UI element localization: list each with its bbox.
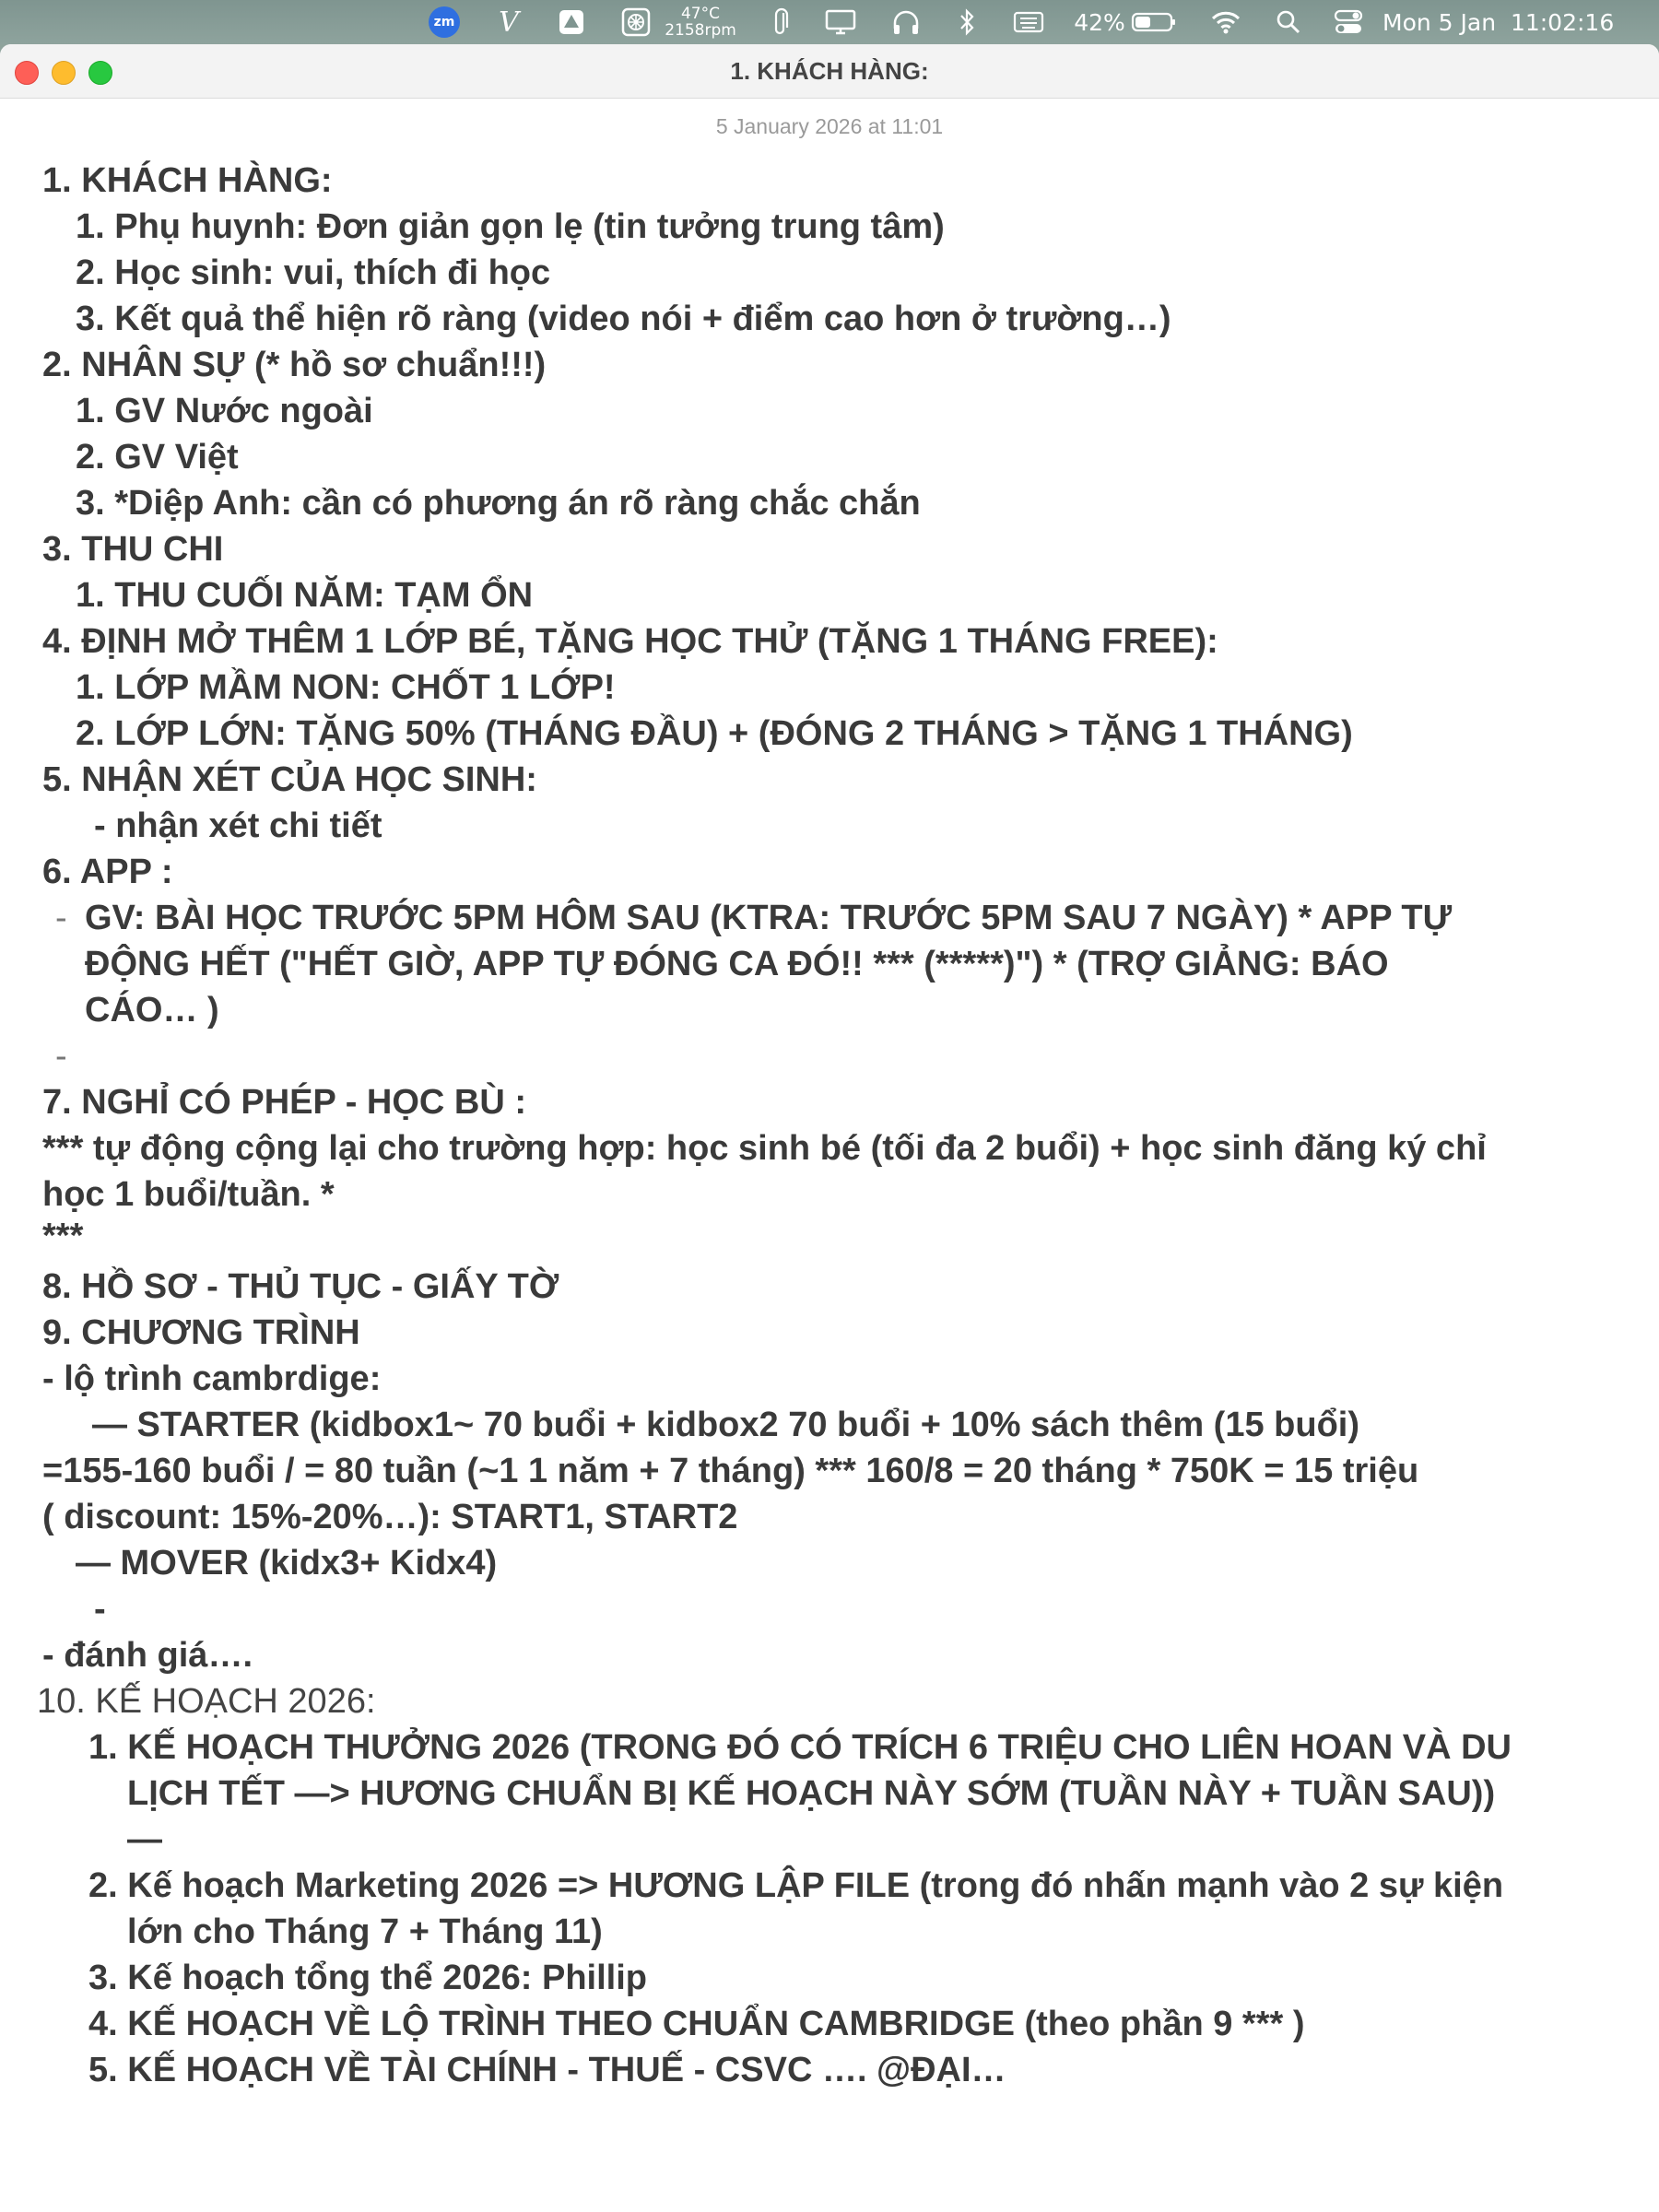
note-line: 7. NGHỈ CÓ PHÉP - HỌC BÙ : [42, 1083, 527, 1122]
note-line: - [94, 1590, 106, 1629]
vivaldi-icon[interactable] [492, 0, 525, 44]
note-line: 5. NHẬN XÉT CỦA HỌC SINH: [42, 760, 537, 799]
display-icon[interactable] [822, 0, 859, 44]
battery-icon[interactable] [1130, 0, 1178, 44]
keyboard-input-icon[interactable] [1010, 0, 1047, 44]
note-line: — [127, 1820, 162, 1859]
fan-monitor-icon[interactable] [619, 0, 653, 44]
note-line: 2. Học sinh: vui, thích đi học [76, 253, 551, 292]
zoom-icon-label: zm [429, 6, 460, 38]
battery-percentage[interactable] [1069, 0, 1130, 44]
note-line: 1. GV Nước ngoài [76, 392, 373, 430]
note-line: ĐỘNG HẾT ("HẾT GIỜ, APP TỰ ĐÓNG CA ĐÓ!! *** (*****)") * (TRỢ GIẢNG: BÁO [85, 945, 1389, 983]
note-line: 1. Phụ huynh: Đơn giản gọn lẹ (tin tưởng trung tâm) [76, 207, 945, 246]
note-timestamp: 5 January 2026 at 11:01 [715, 114, 944, 138]
fan-speed-value: 2158rpm [665, 21, 736, 40]
note-line: *** tự động cộng lại cho trường hợp: học sinh bé (tối đa 2 buổi) + học sinh đăng ký chỉ [42, 1129, 1487, 1168]
note-line: 2. NHÂN SỰ (* hồ sơ chuẩn!!!) [42, 346, 547, 384]
bullet-dash: - [55, 1037, 67, 1076]
control-center-icon[interactable] [1331, 0, 1366, 44]
clock-value: Mon 5 Jan 11:02:16 [1382, 8, 1615, 36]
notes-window [0, 44, 1659, 2212]
note-line: - đánh giá…. [42, 1636, 253, 1675]
battery-value: 42% [1074, 8, 1125, 36]
search-icon[interactable] [1272, 0, 1305, 44]
note-line: 1. THU CUỐI NĂM: TẠM ỔN [76, 576, 534, 615]
note-line: — MOVER (kidx3+ Kidx4) [76, 1544, 498, 1583]
note-line: học 1 buổi/tuần. * [42, 1175, 335, 1214]
note-line: 2. Kế hoạch Marketing 2026 => HƯƠNG LẬP FILE (trong đó nhấn mạnh vào 2 sự kiện [88, 1866, 1504, 1905]
headphones-icon[interactable] [888, 0, 924, 44]
note-body[interactable] [0, 44, 1659, 2212]
note-line: 5. KẾ HOẠCH VỀ TÀI CHÍNH - THUẾ - CSVC …. @ĐẠI… [88, 2051, 1006, 2089]
note-line: =155-160 buổi / = 80 tuần (~1 1 năm + 7 tháng) *** 160/8 = 20 tháng * 750K = 15 triệu [42, 1452, 1419, 1490]
zoom-icon[interactable] [426, 0, 463, 44]
bluetooth-icon[interactable] [953, 0, 981, 44]
note-line: GV: BÀI HỌC TRƯỚC 5PM HÔM SAU (KTRA: TRƯỚC 5PM SAU 7 NGÀY) * APP TỰ [85, 899, 1453, 937]
note-line: - nhận xét chi tiết [94, 806, 382, 845]
note-line: - lộ trình cambrdige: [42, 1359, 382, 1398]
temperature-value: 47°C [680, 5, 720, 23]
note-line: 3. Kết quả thể hiện rõ ràng (video nói + điểm cao hơn ở trường…) [76, 300, 1171, 338]
note-line: 1. KHÁCH HÀNG: [42, 161, 333, 200]
note-line: 8. HỒ SƠ - THỦ TỤC - GIẤY TỜ [42, 1267, 559, 1306]
note-line: 3. Kế hoạch tổng thể 2026: Phillip [88, 1959, 647, 1997]
note-line: 3. THU CHI [42, 530, 224, 569]
note-line: 1. LỚP MẦM NON: CHỐT 1 LỚP! [76, 668, 616, 707]
temperature-readout[interactable] [656, 0, 745, 44]
note-line: 3. *Diệp Anh: cần có phương án rõ ràng chắc chắn [76, 484, 921, 523]
note-line: 1. KẾ HOẠCH THƯỞNG 2026 (TRONG ĐÓ CÓ TRÍCH 6 TRIỆU CHO LIÊN HOAN VÀ DU [88, 1728, 1512, 1767]
note-line: 9. CHƯƠNG TRÌNH [42, 1313, 360, 1352]
google-drive-icon[interactable] [555, 0, 588, 44]
window-title: 1. KHÁCH HÀNG: [730, 57, 929, 85]
note-line: 2. GV Việt [76, 438, 239, 477]
vivaldi-icon-label: V [499, 6, 519, 39]
menu-bar [0, 0, 1659, 44]
note-line: *** [42, 1217, 84, 1255]
note-line: CÁO… ) [85, 991, 219, 1030]
note-line: lớn cho Tháng 7 + Tháng 11) [127, 1912, 603, 1951]
wifi-icon[interactable] [1207, 0, 1244, 44]
paperclip-icon[interactable] [767, 0, 794, 44]
note-line: LỊCH TẾT —> HƯƠNG CHUẨN BỊ KẾ HOẠCH NÀY SỚM (TUẦN NÀY + TUẦN SAU)) [127, 1774, 1496, 1813]
note-line: 2. LỚP LỚN: TẶNG 50% (THÁNG ĐẦU) + (ĐÓNG 2 THÁNG > TẶNG 1 THÁNG) [76, 714, 1353, 753]
note-line: ( discount: 15%-20%…): START1, START2 [42, 1498, 738, 1536]
menubar-clock[interactable] [1382, 0, 1650, 44]
bullet-dash: - [55, 899, 67, 937]
note-line: — STARTER (kidbox1~ 70 buổi + kidbox2 70 buổi + 10% sách thêm (15 buổi) [92, 1406, 1359, 1444]
note-line: 10. KẾ HOẠCH 2026: [37, 1682, 376, 1721]
note-line: 4. ĐỊNH MỞ THÊM 1 LỚP BÉ, TẶNG HỌC THỬ (TẶNG 1 THÁNG FREE): [42, 622, 1218, 661]
note-line: 6. APP : [42, 853, 173, 891]
note-line: 4. KẾ HOẠCH VỀ LỘ TRÌNH THEO CHUẨN CAMBRIDGE (theo phần 9 *** ) [88, 2005, 1305, 2043]
